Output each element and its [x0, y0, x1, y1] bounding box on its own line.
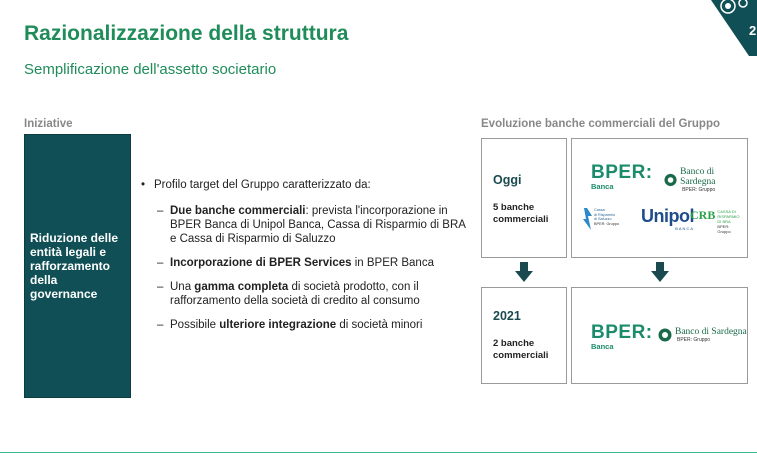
sardegna-emblem-icon	[658, 328, 672, 342]
today-label-card	[481, 138, 567, 258]
list-item: – Una gamma completa di società prodotto, con il rafforzamento della società di credito al consumo	[139, 280, 469, 308]
list-item: – Due banche commerciali: prevista l'incorporazione in BPER Banca di Unipol Banca, Cassa di Risparmio di BRA e Cassa di Risparmio di Saluzzo	[139, 204, 469, 246]
page-subtitle: Semplificazione dell'assetto societario	[24, 61, 277, 78]
initiative-details	[139, 178, 469, 342]
initiative-box	[24, 134, 131, 398]
banco-di-sardegna-logo: Banco di Sardegna BPER: Gruppo	[658, 327, 747, 343]
page-number-badge	[707, 0, 757, 56]
crb-logo: CRB CASSA DI RISPARMIO DI BRA BPER: Gruppo	[690, 208, 740, 234]
footer-divider	[0, 452, 757, 453]
future-banks-card	[571, 287, 748, 384]
bper-banca-logo: BPER: Banca	[591, 162, 653, 191]
unipol-banca-logo: Unipol BANCA	[641, 206, 694, 231]
section-heading-evolution: Evoluzione banche commerciali del Gruppo	[481, 118, 720, 130]
page-number: 2	[749, 23, 757, 38]
arrow-down-icon	[515, 262, 533, 282]
future-title: 2021	[493, 309, 521, 323]
future-label-card	[481, 287, 567, 384]
list-item: – Possibile ulteriore integrazione di società minori	[139, 318, 469, 332]
list-item: – Incorporazione di BPER Services in BPER Banca	[139, 256, 469, 270]
page-title: Razionalizzazione della struttura	[24, 22, 349, 45]
saluzzo-emblem-icon	[582, 208, 592, 230]
today-banks-card	[571, 138, 748, 258]
today-count: 5 banche commerciali	[493, 202, 549, 225]
arrow-down-icon	[651, 262, 669, 282]
section-heading-initiatives: Iniziative	[24, 118, 73, 130]
initiative-label: Riduzione delle entità legali e rafforzamento della governance	[30, 231, 119, 301]
bper-banca-logo: BPER: Banca	[591, 322, 653, 351]
main-bullet: • Profilo target del Gruppo caratterizzato da:	[139, 178, 469, 192]
cassa-risparmio-saluzzo-logo: Cassa di Risparmio di Saluzzo BPER: Gruppo	[582, 208, 619, 230]
today-title: Oggi	[493, 173, 522, 187]
future-count: 2 banche commerciali	[493, 338, 549, 361]
banco-di-sardegna-logo: Banco di Sardegna BPER: Gruppo	[664, 167, 747, 193]
sardegna-emblem-icon	[664, 173, 677, 187]
